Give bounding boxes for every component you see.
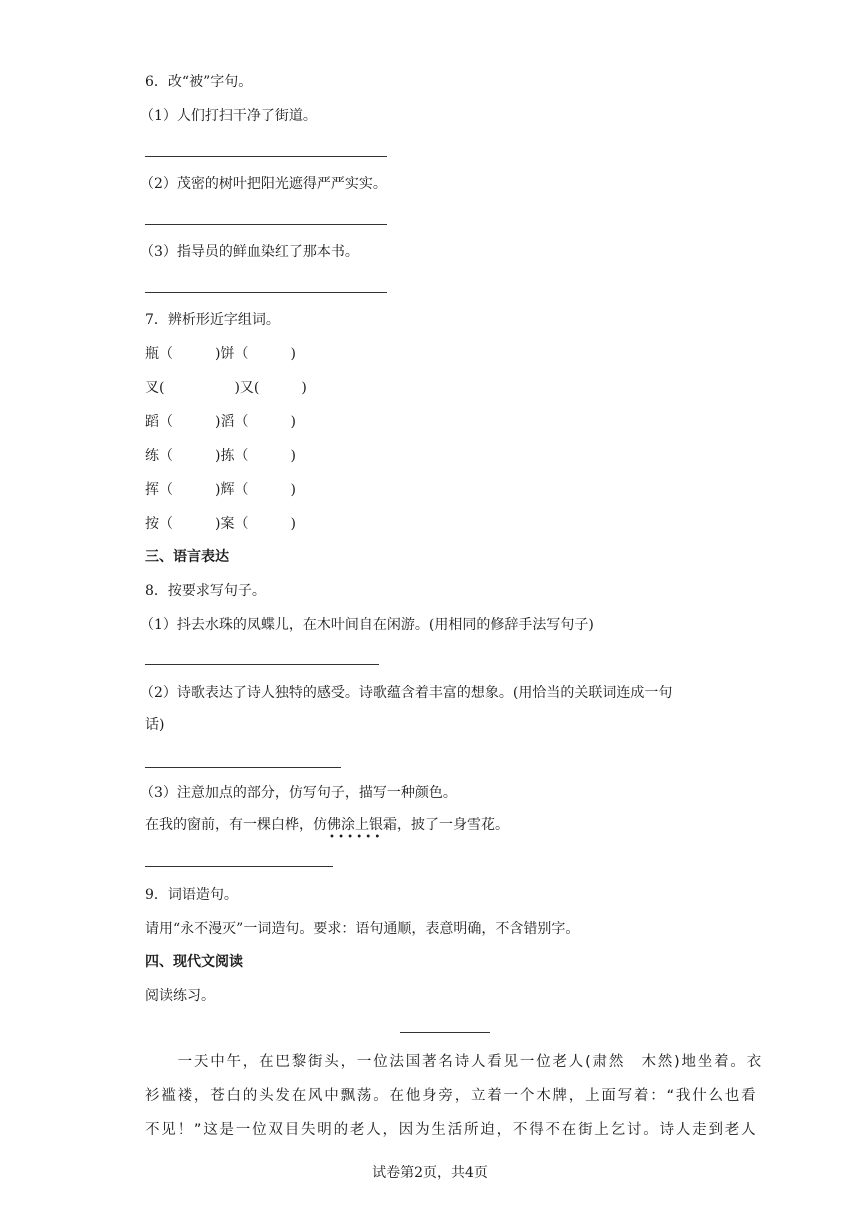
answer-line[interactable]	[145, 292, 387, 293]
q6-item-2: （2）茂密的树叶把阳光遮得严严实实。	[140, 176, 387, 192]
title-blank-line[interactable]	[400, 1032, 490, 1033]
q8-item-2: （2）诗歌表达了诗人独特的感受。诗歌蕴含着丰富的想象。(用恰当的关联词连成一句	[140, 685, 673, 701]
q7-title: 7．辨析形近字组词。	[145, 312, 280, 328]
q8-item-3: （3）注意加点的部分，仿写句子，描写一种颜色。	[140, 785, 457, 801]
passage-line: 衫褴褛，苍白的头发在风中飘荡。在他身旁，立着一个木牌，上面写着：“我什么也看	[145, 1088, 758, 1104]
section-heading-3: 三、语言表达	[145, 549, 229, 565]
q6-title: 6．改“被”字句。	[145, 74, 253, 90]
answer-line[interactable]	[145, 664, 379, 665]
q8-title: 8．按要求写句子。	[145, 583, 266, 599]
q7-row: 叉( )又( )	[145, 380, 307, 396]
q6-item-3: （3）指导员的鲜血染红了那本书。	[140, 244, 359, 260]
answer-line[interactable]	[145, 224, 387, 225]
emphasis-dots: • • • • • •	[329, 832, 381, 843]
q8-item-1: （1）抖去水珠的凤蝶儿，在木叶间自在闲游。(用相同的修辞手法写句子)	[140, 617, 594, 633]
q7-row: 按（ )案（ )	[145, 516, 296, 532]
q6-item-1: （1）人们打扫干净了街道。	[140, 108, 317, 124]
section-heading-4: 四、现代文阅读	[145, 954, 243, 970]
q9-title: 9．词语造句。	[145, 887, 238, 903]
passage-line: 不见！”这是一位双目失明的老人，因为生活所迫，不得不在街上乞讨。诗人走到老人	[145, 1122, 758, 1138]
q8-item-2-cont: 话)	[145, 717, 165, 733]
answer-line[interactable]	[145, 767, 341, 768]
q7-row: 挥（ )辉（ )	[145, 482, 296, 498]
q7-row: 蹈（ )滔（ )	[145, 414, 296, 430]
reading-intro: 阅读练习。	[145, 988, 215, 1004]
q7-row: 练（ )拣（ )	[145, 448, 296, 464]
answer-line[interactable]	[145, 866, 333, 867]
q9-instruction: 请用“永不漫灭”一词造句。要求：语句通顺，表意明确，不含错别字。	[145, 921, 580, 937]
passage-line: 一天中午，在巴黎街头，一位法国著名诗人看见一位老人(肃然 木然)地坐着。衣	[145, 1054, 764, 1070]
q7-row: 瓶（ )饼（ )	[145, 346, 296, 362]
answer-line[interactable]	[145, 156, 387, 157]
q8-example-sentence: 在我的窗前，有一棵白桦，仿佛涂上银霜，披了一身雪花。	[145, 817, 509, 833]
page-footer: 试卷第2页，共4页	[372, 1165, 488, 1181]
